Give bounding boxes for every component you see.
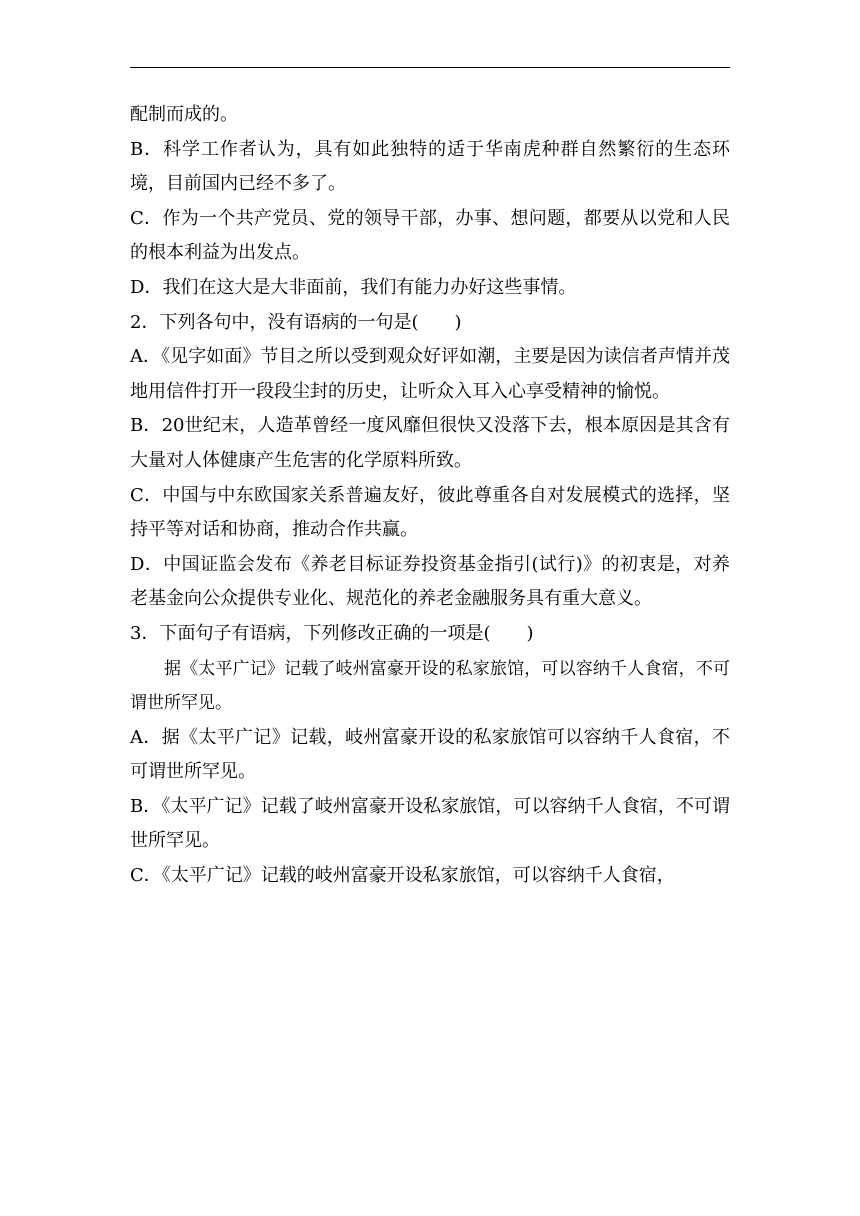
document-body <box>130 98 730 894</box>
q2-option-a: A．《见字如面》节目之所以受到观众好评如潮，主要是因为读信者声情并茂地用信件打开一段段尘封的历史，让听众入耳入心享受精神的愉悦。 <box>130 346 730 402</box>
q3-option-b: B．《太平广记》记载了岐州富豪开设私家旅馆，可以容纳千人食宿，不可谓世所罕见。 <box>130 795 730 852</box>
q1-option-d: D．我们在这大是大非面前，我们有能力办好这些事情。 <box>130 276 577 298</box>
q3-sentence: 据《太平广记》记载了岐州富豪开设的私家旅馆，可以容纳千人食宿，不可谓世所罕见。 <box>130 658 730 714</box>
q2-stem: 2．下列各句中，没有语病的一句是( ) <box>130 311 462 333</box>
q1-option-c: C．作为一个共产党员、党的领导干部，办事、想问题，都要从以党和人民的根本利益为出发点。 <box>130 207 730 264</box>
q3-option-c: C．《太平广记》记载的岐州富豪开设私家旅馆，可以容纳千人食宿， <box>130 865 675 887</box>
q2-option-b: B．20世纪末，人造革曾经一度风靡但很快又没落下去，根本原因是其含有大量对人体健康产生危害的化学原料所致。 <box>130 415 730 471</box>
header-rule <box>130 67 730 68</box>
q2-option-c: C．中国与中东欧国家关系普遍友好，彼此尊重各自对发展模式的选择，坚持平等对话和协商，推动合作共赢。 <box>130 484 730 541</box>
q3-option-a: A．据《太平广记》记载，岐州富豪开设的私家旅馆可以容纳千人食宿，不可谓世所罕见。 <box>130 726 730 783</box>
option-c-continuation: 配制而成的。 <box>130 104 238 125</box>
q2-option-d: D．中国证监会发布《养老目标证券投资基金指引(试行)》的初衷是，对养老基金向公众提供专业化、规范化的养老金融服务具有重大意义。 <box>130 553 730 610</box>
q1-option-b: B．科学工作者认为，具有如此独特的适于华南虎种群自然繁衍的生态环境，目前国内已经不多了。 <box>130 138 730 195</box>
q3-stem: 3．下面句子有语病，下列修改正确的一项是( ) <box>130 622 534 644</box>
